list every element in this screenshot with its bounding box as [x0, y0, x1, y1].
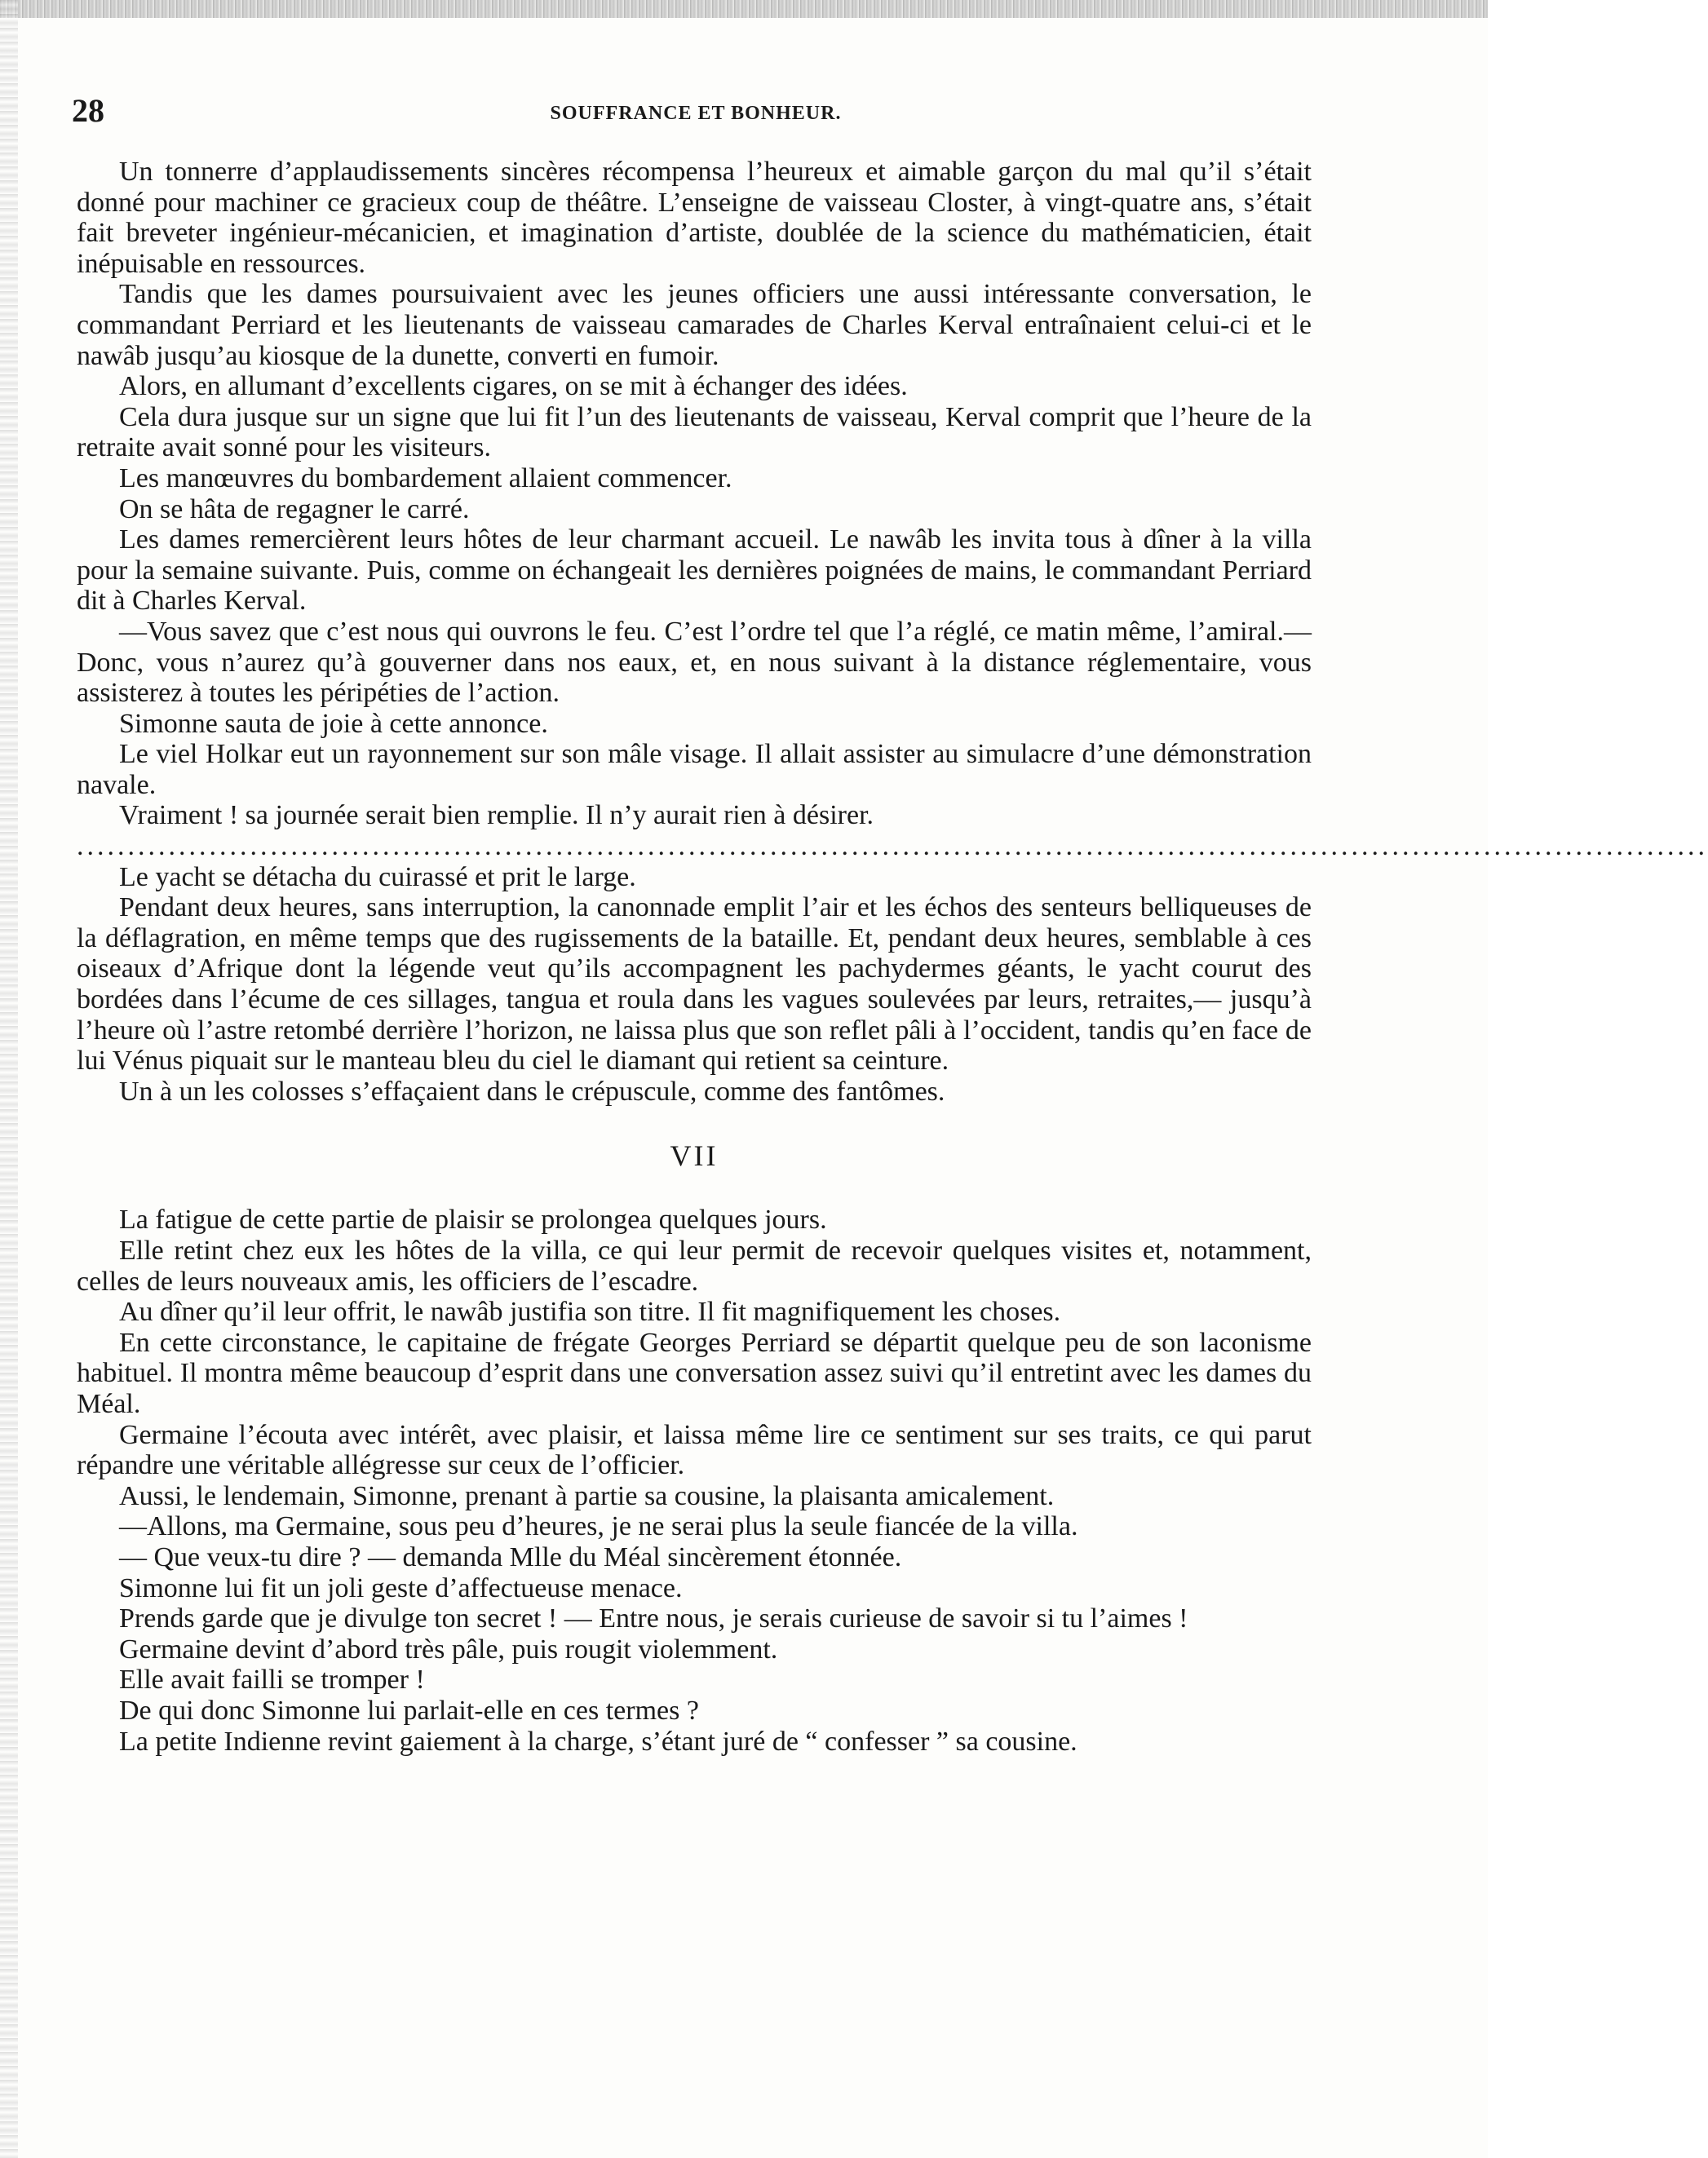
paragraph: Vraiment ! sa journée serait bien remplie. Il n’y aurait rien à désirer. [119, 800, 874, 831]
paragraph: Alors, en allumant d’excellents cigares, on se mit à échanger des idées. [119, 371, 908, 402]
paragraph: On se hâta de regagner le carré. [119, 493, 470, 524]
paragraph: Prends garde que je divulge ton secret ! — Entre nous, je serais curieuse de savoir si tu l’aimes ! [119, 1603, 1188, 1634]
running-title: SOUFFRANCE ET BONHEUR. [550, 103, 842, 124]
body-text [77, 157, 1708, 1757]
paragraph: Un tonnerre d’applaudissements sincères récompensa l’heureux et aimable garçon du mal qu’il s’était donné pour machiner ce gracieux coup de théâtre. L’enseigne de vaisseau Closter, à vingt-quatre ans, s’était fait breveter ingénieur-mécanicien, et imagination d’artiste, doublée de la science du mathématicien, était inépuisable en ressources. [77, 157, 1312, 279]
paragraph: — Que veux-tu dire ? — demanda Mlle du Méal sincèrement étonnée. [119, 1541, 902, 1572]
paragraph: Les manœuvres du bombardement allaient commencer. [119, 462, 732, 493]
section-middle [77, 862, 1312, 1108]
paragraph: —Vous savez que c’est nous qui ouvrons le feu. C’est l’ordre tel que l’a réglé, ce matin même, l’amiral.—Donc, vous n’aurez qu’à gouverner dans nos eaux, et, en nous suivant à la distance réglementaire, vous assisterez à toutes les péripéties de l’action. [77, 616, 1312, 709]
page-header [72, 91, 1320, 132]
paragraph: Germaine devint d’abord très pâle, puis rougit violemment. [119, 1634, 778, 1665]
paragraph: Germaine l’écouta avec intérêt, avec plaisir, et laissa même lire ce sentiment sur ses traits, ce qui parut répandre une véritable allégresse sur ceux de l’officier. [77, 1419, 1312, 1481]
paragraph: La petite Indienne revint gaiement à la charge, s’étant juré de “ confesser ” sa cousine. [119, 1726, 1077, 1757]
scan-edge-top [0, 0, 1488, 18]
paragraph: Elle avait failli se tromper ! [119, 1665, 425, 1696]
section-before [77, 157, 1312, 831]
paragraph: Tandis que les dames poursuivaient avec les jeunes officiers une aussi intéressante conversation, le commandant Perriard et les lieutenants de vaisseau camarades de Charles Kerval entraînaient celui-ci et le nawâb jusqu’au kiosque de la dunette, converti en fumoir. [77, 279, 1312, 371]
paragraph: Les dames remercièrent leurs hôtes de leur charmant accueil. Le nawâb les invita tous à dîner à la villa pour la semaine suivante. Puis, comme on échangeait les dernières poignées de mains, le commandant Perriard dit à Charles Kerval. [77, 524, 1312, 617]
dotted-separator: ................................................................................................................................................................ [77, 831, 1708, 862]
section-after [77, 1205, 1312, 1757]
chapter-heading: VII [670, 1139, 719, 1173]
paragraph: Elle retint chez eux les hôtes de la villa, ce qui leur permit de recevoir quelques visites et, notamment, celles de leurs nouveaux amis, les officiers de l’escadre. [77, 1236, 1312, 1297]
paragraph: Simonne lui fit un joli geste d’affectueuse menace. [119, 1572, 683, 1603]
paragraph: En cette circonstance, le capitaine de frégate Georges Perriard se départit quelque peu de son laconisme habituel. Il montra même beaucoup d’esprit dans une conversation assez suivi qu’il entretint avec les dames du Méal. [77, 1327, 1312, 1419]
paragraph: Au dîner qu’il leur offrit, le nawâb justifia son titre. Il fit magnifiquement les choses. [119, 1297, 1061, 1328]
paragraph: Aussi, le lendemain, Simonne, prenant à partie sa cousine, la plaisanta amicalement. [119, 1480, 1055, 1511]
paragraph: La fatigue de cette partie de plaisir se prolongea quelques jours. [119, 1205, 827, 1236]
scan-edge-left [0, 0, 18, 2158]
page-number: 28 [72, 92, 104, 129]
paragraph: Cela dura jusque sur un signe que lui fit l’un des lieutenants de vaisseau, Kerval comprit que l’heure de la retraite avait sonné pour les visiteurs. [77, 401, 1312, 463]
paragraph: Le viel Holkar eut un rayonnement sur son mâle visage. Il allait assister au simulacre d’une démonstration navale. [77, 739, 1312, 800]
paragraph: Un à un les colosses s’effaçaient dans le crépuscule, comme des fantômes. [119, 1076, 945, 1107]
paragraph: —Allons, ma Germaine, sous peu d’heures, je ne serai plus la seule fiancée de la villa. [119, 1511, 1078, 1542]
paragraph: Pendant deux heures, sans interruption, la canonnade emplit l’air et les échos des senteurs belliqueuses de la déflagration, en même temps que des rugissements de la bataille. Et, pendant deux heures, semblable à ces oiseaux d’Afrique dont la légende veut qu’ils accompagnent les pachydermes géants, le yacht courut des bordées dans l’écume de ces sillages, tangua et roula dans les vagues soulevées par leurs, retraites,— jusqu’à l’heure où l’astre retombé derrière l’horizon, ne laissa plus que son reflet pâli à l’occident, tandis qu’en face de lui Vénus piquait sur le manteau bleu du ciel le diamant qui retient sa ceinture. [77, 892, 1312, 1077]
paragraph: Le yacht se détacha du cuirassé et prit le large. [119, 861, 636, 892]
paragraph: De qui donc Simonne lui parlait-elle en ces termes ? [119, 1695, 699, 1726]
paragraph: Simonne sauta de joie à cette annonce. [119, 708, 548, 739]
